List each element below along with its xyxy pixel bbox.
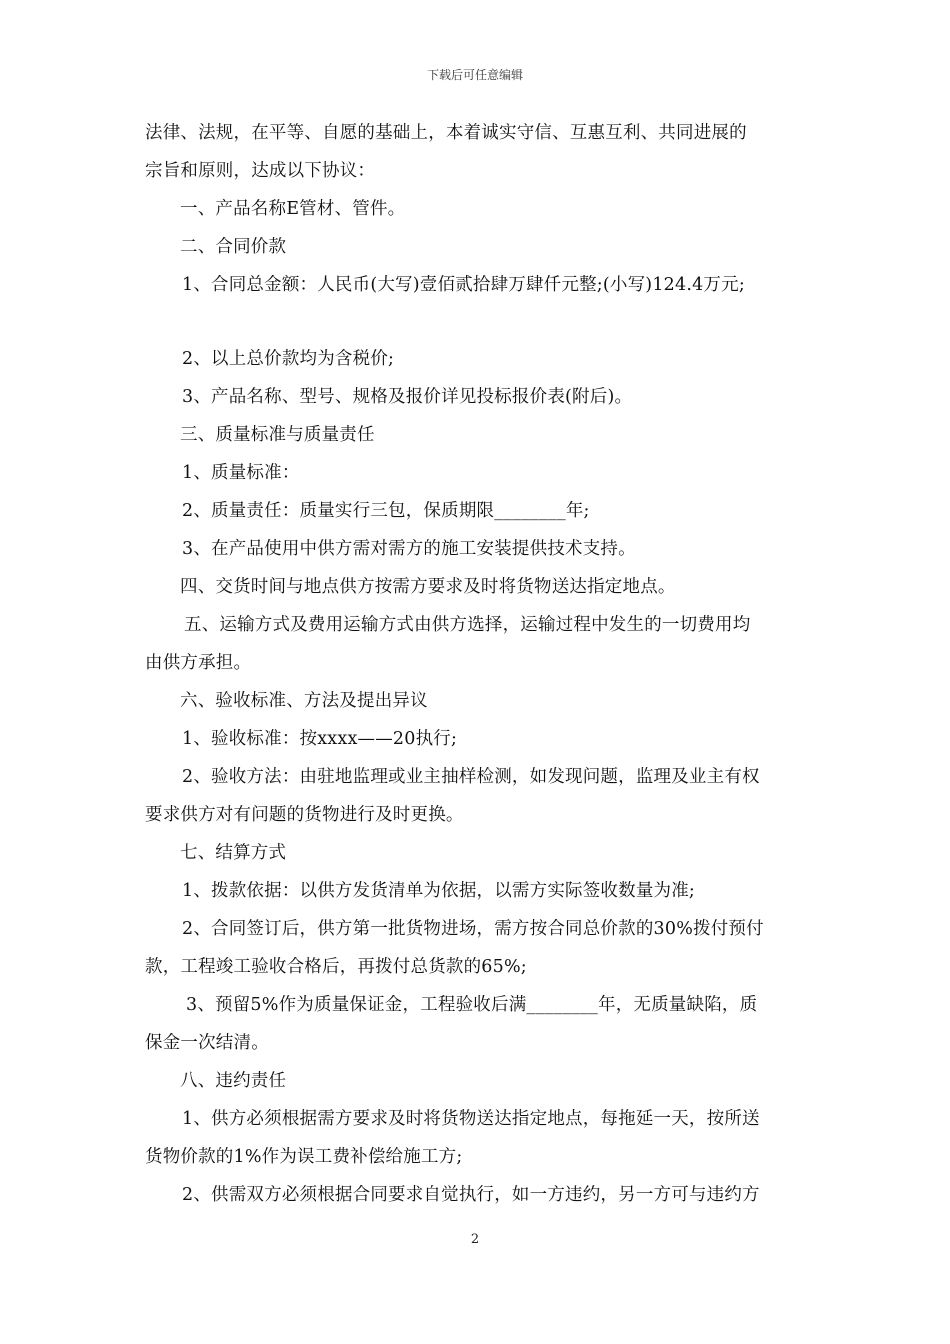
text-line: 3、预留5%作为质量保证金，工程验收后满________年，无质量缺陷，质 <box>186 995 758 1015</box>
text-line: 1、供方必须根据需方要求及时将货物送达指定地点，每拖延一天，按所送 <box>182 1109 760 1129</box>
text-line: 四、交货时间与地点供方按需方要求及时将货物送达指定地点。 <box>180 577 676 597</box>
text-line: 2、供需双方必须根据合同要求自觉执行，如一方违约，另一方可与违约方 <box>182 1185 760 1205</box>
text-line: 3、在产品使用中供方需对需方的施工安装提供技术支持。 <box>182 539 636 559</box>
text-line: 1、质量标准： <box>182 463 300 483</box>
text-line: 要求供方对有问题的货物进行及时更换。 <box>145 805 464 825</box>
text-line: 三、质量标准与质量责任 <box>180 425 375 445</box>
text-line: 3、产品名称、型号、规格及报价详见投标报价表(附后)。 <box>182 387 633 407</box>
text-line: 七、结算方式 <box>180 843 287 863</box>
text-line: 货物价款的1%作为误工费补偿给施工方; <box>145 1147 463 1167</box>
text-line: 五、运输方式及费用运输方式由供方选择，运输过程中发生的一切费用均 <box>184 615 751 635</box>
text-line: 八、违约责任 <box>180 1071 287 1091</box>
text-line: 1、验收标准：按xxxx——20执行; <box>182 729 458 749</box>
page-number: 2 <box>470 1232 480 1247</box>
text-line: 六、验收标准、方法及提出异议 <box>180 691 428 711</box>
text-line: 2、合同签订后，供方第一批货物进场，需方按合同总价款的30%拨付预付 <box>182 919 764 939</box>
text-line: 2、以上总价款均为含税价; <box>182 349 395 369</box>
text-line: 由供方承担。 <box>145 653 252 673</box>
text-line: 保金一次结清。 <box>145 1033 269 1053</box>
text-line: 法律、法规，在平等、自愿的基础上，本着诚实守信、互惠互利、共同进展的 <box>145 123 747 143</box>
page-header: 下载后可任意编辑 <box>426 68 523 82</box>
text-line: 1、合同总金额：人民币(大写)壹佰贰拾肆万肆仟元整;(小写)124.4万元; <box>182 275 745 295</box>
text-line: 二、合同价款 <box>180 237 287 257</box>
text-line: 2、质量责任：质量实行三包，保质期限________年; <box>182 501 590 521</box>
text-line: 宗旨和原则，达成以下协议： <box>145 161 376 181</box>
text-line: 2、验收方法：由驻地监理或业主抽样检测，如发现问题，监理及业主有权 <box>182 767 760 787</box>
text-line: 一、产品名称E管材、管件。 <box>180 199 406 219</box>
text-line: 款，工程竣工验收合格后，再拨付总货款的65%; <box>145 957 527 977</box>
text-line: 1、拨款依据：以供方发货清单为依据，以需方实际签收数量为准; <box>182 881 696 901</box>
